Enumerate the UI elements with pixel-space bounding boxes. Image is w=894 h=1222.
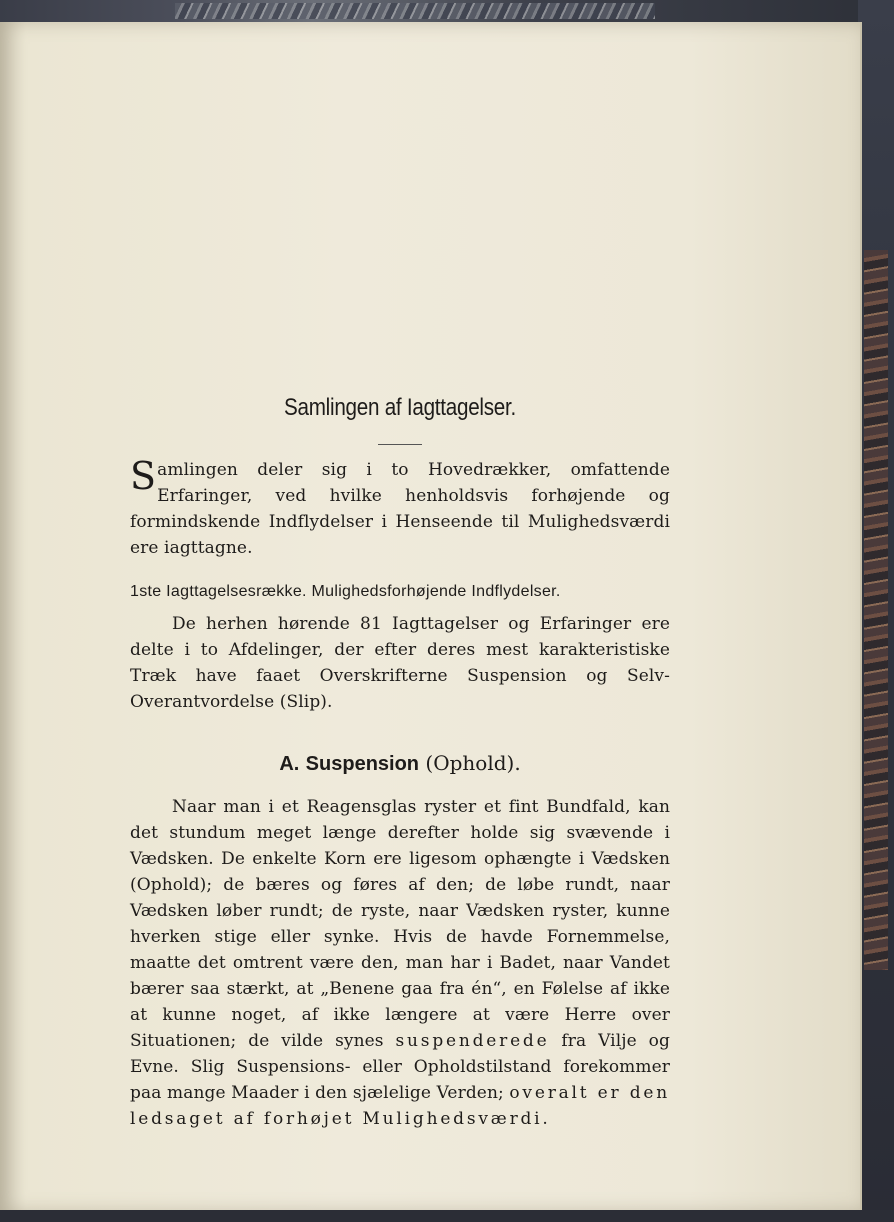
- emphasis-conclusion: overalt er den ledsaget af forhøjet Mulighedsværdi.: [130, 1083, 670, 1129]
- section-letter: A.: [279, 753, 300, 775]
- series-heading: 1ste Iagttagelsesrække. Mulighedsforhøjende Indflydelser.: [130, 583, 561, 600]
- page-content: [130, 372, 670, 1132]
- section-paren: (Ophold).: [425, 751, 521, 775]
- series-intro-paragraph: De herhen hørende 81 Iagttagelser og Erfaringer ere delte i to Afdelinger, der efter deres mest karakteristiske Træk have faaet Overskrifterne Suspension og Selv-Overantvordelse (Slip).: [130, 614, 670, 712]
- body-text-2: fra Vilje og Evne. Slig Suspensions- eller Opholdstilstand forekommer paa mange Maader i den sjælelige Verden;: [130, 1031, 670, 1103]
- book-cover-top: [0, 0, 894, 24]
- marbled-edge: [175, 3, 655, 19]
- intro-text: amlingen deler sig i to Hovedrækker, omfattende Erfaringer, ved hvilke henholdsvis forhøjende og formindskende Indflydelser i Henseende til Mulighedsværdi ere iagttagne.: [130, 460, 670, 558]
- book-cover-right: [858, 0, 894, 1222]
- page-title: Samlingen af Iagttagelser.: [284, 394, 516, 421]
- emphasis-suspenderede: suspenderede: [395, 1031, 550, 1051]
- book-cover-bottom: [0, 1210, 894, 1222]
- title-divider: [378, 444, 422, 445]
- marbled-spine: [864, 250, 888, 970]
- section-heading: [130, 751, 670, 776]
- book-page: [0, 22, 860, 1212]
- section-name: Suspension: [305, 753, 420, 775]
- body-paragraph: [130, 794, 670, 1132]
- drop-cap: S: [130, 454, 157, 498]
- body-text-1: Naar man i et Reagensglas ryster et fint Bundfald, kan det stundum meget længe derefter holde sig svævende i Vædsken. De enkelte Korn ere ligesom ophængte i Vædsken (Ophold); de bæres og føres af den; de løbe rundt, naar Vædsken løber rundt; de ryste, naar Vædsken ryster, kunne hverken stige eller synke. Hvis de havde Fornemmelse, maatte det omtrent være den, man har i Badet, naar Vandet bærer saa stærkt, at „Benene gaa fra én“, en Følelse af ikke at kunne noget, af ikke længere at være Herre over Situationen; de vilde synes: [130, 797, 670, 1051]
- intro-paragraph: [130, 454, 670, 561]
